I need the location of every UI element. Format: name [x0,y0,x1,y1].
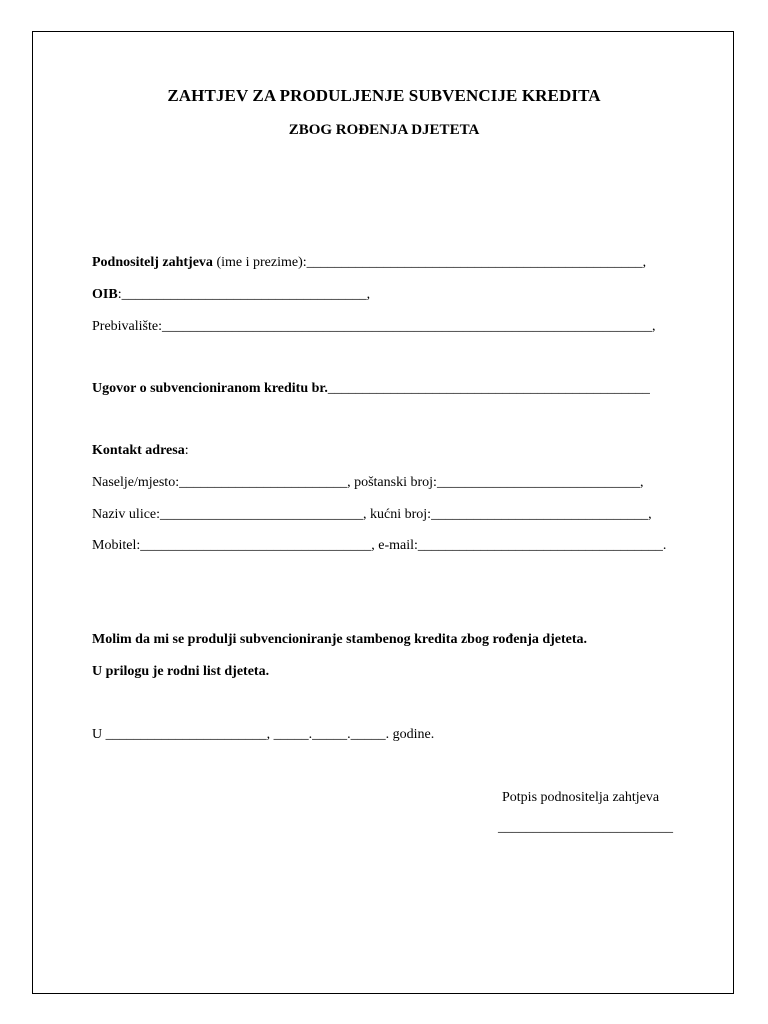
applicant-label-detail: (ime i prezime): [212,255,307,270]
street-field[interactable]: _____________________________ [160,507,364,522]
mobile-field[interactable]: _________________________________ [140,538,372,553]
signature-line[interactable]: _________________________ [498,820,673,835]
request-text-1: Molim da mi se produlji subvencioniranje stambenog kredita zbog rođenja djeteta. [92,632,588,647]
residence-end: , [652,319,656,334]
applicant-name-field[interactable]: ________________________________________________ [306,255,643,270]
request-text-2: U prilogu je rodni list djeteta. [92,664,270,679]
mobile-label: Mobitel: [92,538,141,553]
street-label: Naziv ulice: [92,507,161,522]
residence-row [92,318,656,336]
residence-field-cont[interactable]: ___________________________________ [407,319,652,334]
applicant-row [92,254,646,272]
street-row [92,506,652,524]
signature-label: Potpis podnositelja zahtjeva [502,790,660,805]
oib-row [92,286,370,304]
house-number-label: , kućni broj: [363,507,432,522]
street-row-end: , [648,507,652,522]
place-date-field[interactable]: U _______________________, _____._____._____. godine. [92,727,435,742]
contract-label: Ugovor o subvencioniranom kreditu br. [92,381,328,396]
mobile-row-end: . [662,538,667,553]
oib-field[interactable]: ___________________________________ [121,287,367,302]
email-field[interactable]: ___________________________________ [417,538,663,553]
mobile-row [92,537,666,555]
oib-label: OIB [92,287,118,302]
email-label: , e-mail: [371,538,418,553]
applicant-end: , [642,255,647,270]
contract-number-field[interactable]: ______________________________________________ [327,381,650,396]
place-field[interactable]: ________________________ [179,475,348,490]
oib-colon: : [117,287,122,302]
postal-label: , poštanski broj: [347,475,437,490]
applicant-label: Podnositelj zahtjeva [92,255,213,270]
document-title: ZAHTJEV ZA PRODULJENJE SUBVENCIJE KREDITA [167,86,601,105]
contact-label: Kontakt adresa [92,443,185,458]
contract-row [92,380,650,398]
oib-end: , [366,287,371,302]
document-subtitle: ZBOG ROĐENJA DJETETA [288,122,480,138]
place-date-row [92,726,434,744]
request-line-1 [92,631,587,649]
place-row [92,474,643,492]
place-row-end: , [639,475,644,490]
postal-field[interactable]: _____________________________ [436,475,640,490]
house-number-field[interactable]: _______________________________ [431,507,649,522]
contact-colon: : [184,443,189,458]
request-line-2 [92,663,269,681]
place-label: Naselje/mjesto: [92,475,180,490]
residence-label: Prebivalište: [92,319,162,334]
contact-heading [92,442,189,460]
residence-field[interactable]: ___________________________________ [162,319,407,334]
